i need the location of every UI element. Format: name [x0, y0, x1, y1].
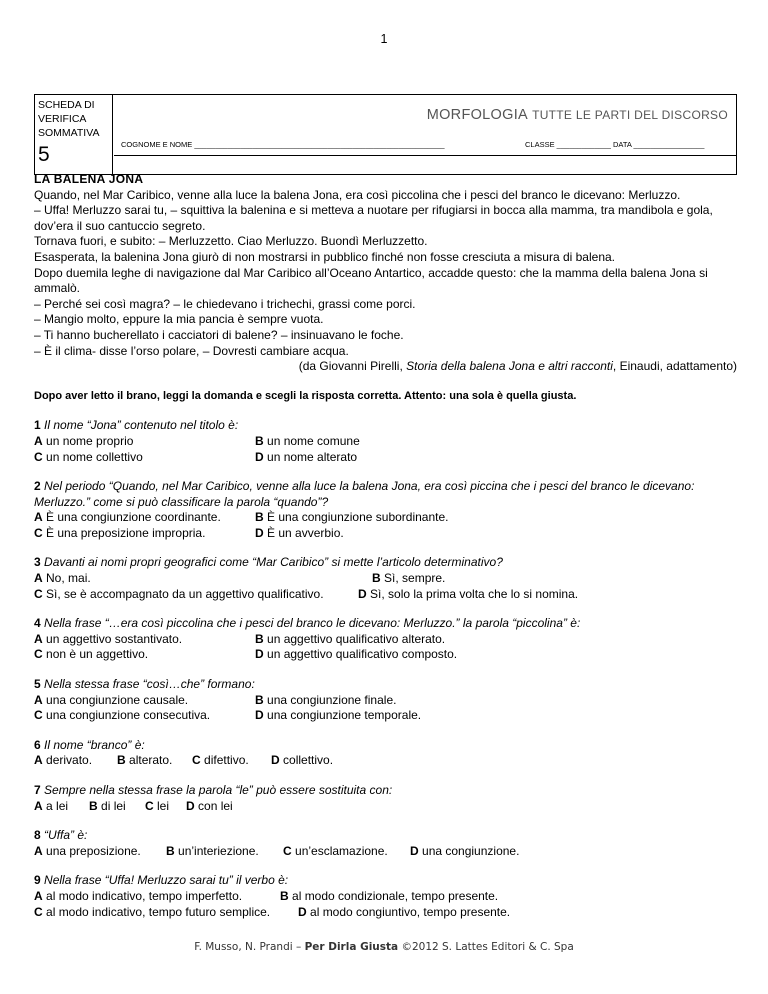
option-text: È una congiunzione subordinante. [267, 510, 449, 525]
option-letter: D [255, 647, 264, 662]
option-text: un aggettivo qualificativo composto. [267, 647, 458, 662]
story-line: Dopo duemila leghe di navigazione dal Mar Caribico all’Oceano Antartico, accadde questo: che la mamma della balena Jona si ammalò. [34, 265, 708, 296]
option[interactable] [34, 693, 188, 709]
option[interactable] [255, 632, 445, 648]
options-row [34, 753, 737, 769]
option-letter: D [255, 525, 264, 540]
option-text: non è un aggettivo. [46, 647, 149, 662]
option[interactable] [34, 450, 143, 466]
story-line: – È il clima- disse l’orso polare, – Dovresti cambiare acqua. [34, 343, 349, 358]
options-row [34, 434, 737, 450]
class-date-field: CLASSE _____________ DATA _________________ [525, 140, 705, 149]
question-number: 7 [34, 783, 41, 797]
option[interactable] [166, 844, 259, 860]
option-letter: B [166, 843, 175, 858]
option[interactable] [271, 753, 333, 769]
instructions: Dopo aver letto il brano, leggi la domanda e scegli la risposta corretta. Attento: una sola è quella giusta. [34, 389, 577, 402]
question-number: 9 [34, 873, 41, 888]
name-field: COGNOME E NOME ____________________________________________________________ [121, 140, 445, 149]
option[interactable] [34, 889, 242, 905]
worksheet-content [34, 172, 737, 920]
options-row [34, 889, 737, 905]
option[interactable] [186, 799, 233, 815]
options-row [34, 526, 737, 542]
option-letter: D [255, 708, 264, 723]
option-text: al modo condizionale, tempo presente. [292, 888, 499, 903]
option-letter: B [117, 753, 126, 768]
option-text: al modo congiuntivo, tempo presente. [310, 904, 511, 919]
question-prompt [34, 873, 737, 889]
story-line: – Perché sei così magra? – le chiedevano i trichechi, grassi come porci. [34, 296, 416, 311]
option-text: È una preposizione impropria. [46, 525, 206, 540]
option[interactable] [34, 844, 141, 860]
option-letter: B [255, 631, 264, 646]
option[interactable] [34, 587, 324, 603]
worksheet-number: 5 [38, 143, 50, 166]
question-text: Sempre nella stessa frase la parola “le” può essere sostituita con: [44, 783, 393, 797]
source-book-title: Storia della balena Jona e altri racconti [406, 359, 613, 374]
option-text: difettivo. [204, 753, 249, 768]
option[interactable] [34, 571, 91, 587]
question-text: Il nome “Jona” contenuto nel titolo è: [44, 418, 239, 433]
option[interactable] [255, 526, 344, 542]
publisher-footer [0, 941, 768, 953]
question-prompt [34, 555, 737, 571]
worksheet-type-line: SOMMATIVA [38, 127, 100, 139]
question [34, 418, 737, 465]
question [34, 555, 737, 602]
option[interactable] [89, 799, 126, 815]
option-letter: A [34, 843, 43, 858]
option-letter: D [358, 586, 367, 601]
options-row [34, 693, 737, 709]
option-text: un’interiezione. [178, 843, 259, 858]
option-letter: D [255, 449, 264, 464]
option-letter: C [34, 449, 43, 464]
option-letter: B [89, 798, 98, 813]
option[interactable] [34, 799, 68, 815]
question [34, 616, 737, 663]
worksheet-type-line: SCHEDA DI [38, 99, 95, 111]
option-letter: C [192, 753, 201, 768]
option[interactable] [117, 753, 172, 769]
option[interactable] [255, 510, 449, 526]
question-text: Il nome “branco” è: [44, 737, 145, 752]
option-text: una congiunzione temporale. [267, 708, 422, 723]
options-row [34, 587, 737, 603]
question-text: Nella stessa frase “così…che” formano: [44, 677, 255, 692]
option[interactable] [145, 799, 169, 815]
option[interactable] [34, 510, 221, 526]
option-text: alterato. [129, 753, 173, 768]
option-letter: C [34, 708, 43, 723]
option-text: È una congiunzione coordinante. [46, 510, 221, 525]
option[interactable] [255, 708, 421, 724]
option-letter: D [298, 904, 307, 919]
question-number: 8 [34, 828, 41, 843]
question-number: 5 [34, 677, 41, 692]
option-text: una congiunzione finale. [267, 692, 397, 707]
option-letter: B [255, 510, 264, 525]
option[interactable] [255, 434, 360, 450]
question-prompt [34, 783, 737, 799]
worksheet-id-cell [35, 95, 113, 174]
option[interactable] [255, 693, 396, 709]
story-line: Tornava fuori, e subito: – Merluzzetto. Ciao Merluzzo. Buondì Merluzzetto. [34, 234, 428, 249]
option[interactable] [34, 753, 92, 769]
options-row [34, 647, 737, 663]
worksheet-title-main: MORFOLOGIA [426, 107, 529, 123]
worksheet-type-line: VERIFICA [38, 113, 87, 125]
option-letter: D [410, 843, 419, 858]
options-row [34, 571, 737, 587]
question [34, 828, 737, 859]
option-letter: A [34, 753, 43, 768]
option-letter: B [255, 433, 264, 448]
option-text: una congiunzione consecutiva. [46, 708, 211, 723]
question-number: 2 [34, 479, 41, 494]
option-text: una congiunzione. [422, 843, 520, 858]
option[interactable] [298, 905, 510, 921]
option-letter: A [34, 433, 43, 448]
option-letter: C [283, 843, 292, 858]
story-line: Esasperata, la balenina Jona giurò di non mostrarsi in pubblico finché non fosse cresciuta a misura di balena. [34, 249, 616, 264]
option[interactable] [255, 450, 357, 466]
option-text: È un avverbio. [267, 525, 344, 540]
option-text: Sì, se è accompagnato da un aggettivo qualificativo. [46, 586, 324, 601]
options-row [34, 510, 737, 526]
option-text: un nome alterato [267, 449, 358, 464]
question [34, 738, 737, 769]
option-letter: C [34, 525, 43, 540]
option-text: un nome collettivo [46, 449, 143, 464]
option[interactable] [255, 647, 457, 663]
option-text: Sì, solo la prima volta che lo si nomina. [370, 586, 579, 601]
option-text: un nome comune [267, 433, 360, 448]
option[interactable] [34, 905, 270, 921]
worksheet-header [34, 94, 737, 175]
option-text: al modo indicativo, tempo futuro semplice. [46, 904, 271, 919]
option[interactable] [358, 587, 578, 603]
footer-authors: F. Musso, N. Prandi – [194, 941, 305, 953]
option-text: una preposizione. [46, 843, 141, 858]
option-text: un nome proprio [46, 433, 134, 448]
question-prompt [34, 479, 737, 510]
question-text: Davanti ai nomi propri geografici come “Mar Caribico” si mette l’articolo determinativo? [44, 555, 503, 570]
option-letter: A [34, 798, 43, 813]
header-divider [114, 155, 737, 156]
options-row [34, 450, 737, 466]
option-letter: C [34, 647, 43, 662]
option-text: con lei [198, 798, 233, 813]
question [34, 783, 737, 814]
question-text: Nella frase “…era così piccolina che i pesci del branco le dicevano: Merluzzo.” la parola “piccolina” è: [44, 616, 581, 631]
option-letter: B [372, 571, 381, 586]
story-line: – Mangio molto, eppure la mia pancia è sempre vuota. [34, 312, 324, 327]
worksheet-title [427, 107, 728, 123]
options-row [34, 905, 737, 921]
option-letter: A [34, 631, 43, 646]
option-letter: C [34, 586, 43, 601]
option[interactable] [283, 844, 388, 860]
question-prompt [34, 828, 737, 844]
option[interactable] [280, 889, 498, 905]
option[interactable] [34, 647, 148, 663]
option-letter: A [34, 692, 43, 707]
option-text: una congiunzione causale. [46, 692, 189, 707]
option-text: a lei [46, 798, 69, 813]
option-text: derivato. [46, 753, 93, 768]
question-prompt [34, 738, 737, 754]
footer-copyright: ©2012 S. Lattes Editori & C. Spa [398, 941, 574, 953]
source-suffix: , Einaudi, adattamento) [612, 359, 737, 374]
options-row [34, 632, 737, 648]
option-text: lei [157, 798, 170, 813]
option-letter: A [34, 888, 43, 903]
question-prompt [34, 418, 737, 434]
option[interactable] [34, 434, 133, 450]
options-row [34, 844, 737, 860]
worksheet-title-sub: TUTTE LE PARTI DEL DISCORSO [532, 108, 728, 122]
story-line: Quando, nel Mar Caribico, venne alla luce la balena Jona, era così piccolina che i pesci del branco le dicevano: Merluzzo. [34, 187, 681, 202]
page-number: 1 [380, 32, 388, 46]
question-text: Nella frase “Uffa! Merluzzo sarai tu” il verbo è: [44, 873, 289, 888]
worksheet-type [38, 98, 99, 140]
question-prompt [34, 677, 737, 693]
question [34, 873, 737, 920]
option-letter: A [34, 571, 43, 586]
option-letter: C [34, 904, 43, 919]
question-text: “Uffa” è: [44, 828, 88, 843]
source-prefix: (da Giovanni Pirelli, [298, 359, 407, 374]
footer-book-title: Per Dirla Giusta [304, 941, 399, 953]
option-text: di lei [101, 798, 126, 813]
option[interactable] [34, 526, 205, 542]
option-text: un’esclamazione. [295, 843, 388, 858]
option-letter: C [145, 798, 154, 813]
option[interactable] [34, 708, 210, 724]
question [34, 677, 737, 724]
option[interactable] [372, 571, 445, 587]
options-row [34, 708, 737, 724]
question-number: 6 [34, 737, 41, 752]
option-text: al modo indicativo, tempo imperfetto. [46, 888, 243, 903]
option-text: Sì, sempre. [384, 571, 446, 586]
option-text: No, mai. [46, 571, 91, 586]
option-text: un aggettivo sostantivato. [46, 631, 183, 646]
story-line: – Ti hanno bucherellato i cacciatori di balene? – insinuavano le foche. [34, 327, 404, 342]
option[interactable] [410, 844, 519, 860]
option[interactable] [34, 632, 182, 648]
option[interactable] [192, 753, 249, 769]
question-number: 4 [34, 616, 41, 631]
option-letter: B [280, 888, 289, 903]
question-number: 3 [34, 555, 41, 570]
story-line: – Uffa! Merluzzo sarai tu, – squittiva la balenina e si metteva a nuotare per rifugiarsi in bocca alla mamma, tra mandibola e gola, dov’era il suo cantuccio segreto. [34, 203, 713, 233]
question-text: Nel periodo “Quando, nel Mar Caribico, venne alla luce la balena Jona, era così piccina che i pesci del branco le dicevano: Merluzzo.” come si può classificare la parola “quando”? [34, 479, 695, 509]
question [34, 479, 737, 541]
option-text: collettivo. [283, 753, 334, 768]
option-letter: B [255, 692, 264, 707]
options-row [34, 799, 737, 815]
story-source [34, 359, 737, 375]
question-prompt [34, 616, 737, 632]
option-text: un aggettivo qualificativo alterato. [267, 631, 446, 646]
option-letter: D [271, 753, 280, 768]
option-letter: D [186, 798, 195, 813]
question-number: 1 [34, 418, 41, 433]
option-letter: A [34, 510, 43, 525]
story-title: LA BALENA JONA [34, 172, 144, 186]
